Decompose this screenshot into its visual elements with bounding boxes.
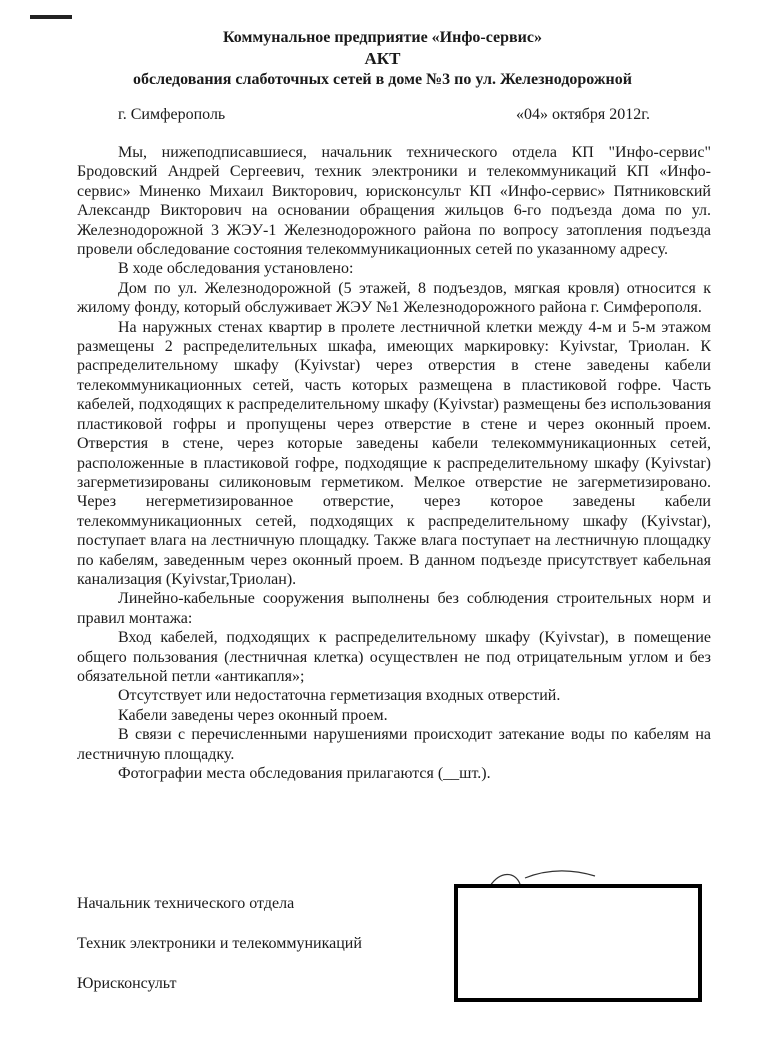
paragraph-photos: Фотографии места обследования прилагаются (__шт.). bbox=[118, 765, 491, 782]
signatory-head-of-department: Начальник технического отдела bbox=[77, 895, 295, 912]
paragraph-conclusion: В связи с перечисленными нарушениями происходит затекание воды по кабелям на лестничную площадку. bbox=[77, 726, 711, 763]
redaction-box bbox=[454, 884, 702, 1002]
paragraph-violation-2: Отсутствует или недостаточна герметизация входных отверстий. bbox=[118, 687, 561, 705]
paragraph-violations-heading: Линейно-кабельные сооружения выполнены без соблюдения строительных норм и правил монтажа: bbox=[77, 590, 711, 627]
place: г. Симферополь bbox=[118, 106, 226, 123]
signatory-legal-advisor: Юрисконсульт bbox=[77, 975, 177, 992]
document-subject: обследования слаботочных сетей в доме №3 по ул. Железнодорожной bbox=[133, 71, 632, 88]
paragraph-violation-1: Вход кабелей, подходящих к распределительному шкафу (Kyivstar), в помещение общего пользования (лестничная клетка) осуществлен не под отрицательным углом и без обязательной петли «антикапля»; bbox=[77, 629, 711, 685]
document-type: АКТ bbox=[364, 49, 401, 68]
paragraph-building: Дом по ул. Железнодорожной (5 этажей, 8 подъездов, мягкая кровля) относится к жилому фонду, который обслуживает ЖЭУ №1 Железнодорожного района г. Симферополя. bbox=[77, 279, 711, 317]
paragraph-details: На наружных стенах квартир в пролете лестничной клетки между 4-м и 5-м этажом размещены 2 распределительных шкафа, имеющих маркировку: Kyivstar, Триолан. К распределительному шкафу (Kyivstar) через отверстия в стене заведены кабели телекоммуникационных сетей, часть которых размещена в пластиковой гофре. Часть кабелей, подходящих к распределительному шкафу (Kyivstar) размещены без использования пластиковой гофры и пропущены через отверстие в стене и через оконный проем. Отверстия в стене, через которые заведены кабели телекоммуникационных сетей, расположенные в пластиковой гофре, подходящие к распределительному шкафу (Kyivstar) загерметизированы силиконовым герметиком. Мелкое отверстие не загерметизировано. Через негерметизированное отверстие, через которое заведены кабели телекоммуникационных сетей, подходящих к распределительному шкафу (Kyivstar), поступает влага на лестничную площадку. Также влага поступает на лестничную площадку по кабелям, заведенным через оконный проем. В данном подъезде присутствует кабельная канализация (Kyivstar,Триолан). bbox=[77, 318, 711, 588]
scan-mark bbox=[30, 15, 72, 19]
paragraph-violation-3: Кабели заведены через оконный проем. bbox=[118, 706, 388, 724]
act-body bbox=[77, 143, 711, 783]
paragraph-findings-heading: В ходе обследования установлено: bbox=[118, 260, 354, 278]
signatory-technician: Техник электроники и телекоммуникаций bbox=[77, 935, 362, 952]
paragraph-intro: Мы, нижеподписавшиеся, начальник технического отдела КП "Инфо-сервис" Бродовский Андрей Сергеевич, техник электроники и телекоммуникаций КП «Инфо-сервис» Миненко Михаил Викторович, юрисконсульт КП «Инфо-сервис» Пятниковский Александр Викторович на основании обращения жильцов 6-го подъезда дома по ул. Железнодорожной 3 ЖЭУ-1 Железнодорожного района по вопросу затопления подъезда провели обследование состояния телекоммуникационных сетей по указанному адресу. bbox=[77, 144, 711, 259]
org-name: Коммунальное предприятие «Инфо-сервис» bbox=[222, 29, 542, 46]
date: «04» октября 2012г. bbox=[516, 106, 650, 123]
